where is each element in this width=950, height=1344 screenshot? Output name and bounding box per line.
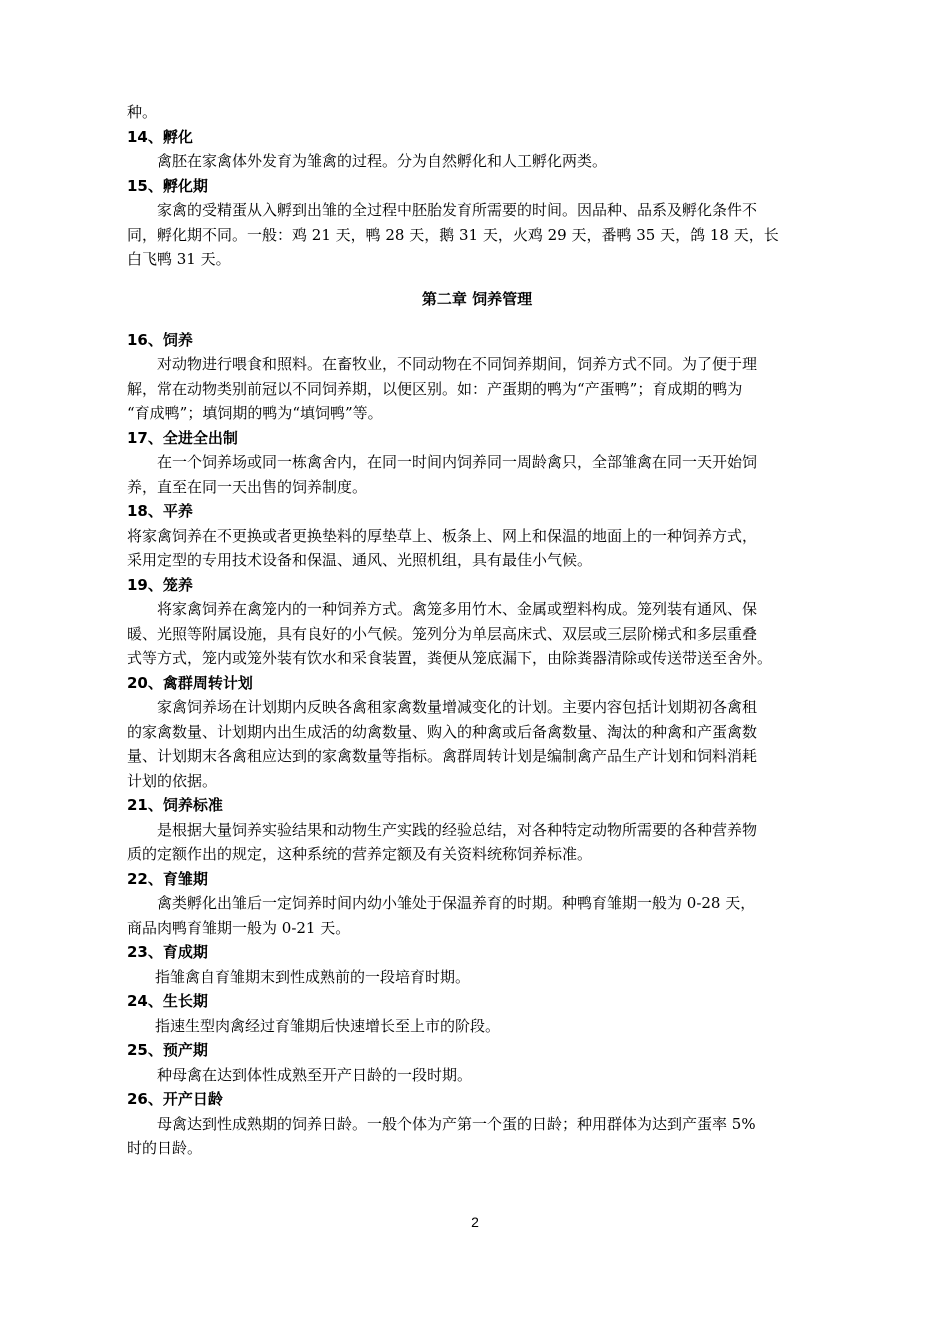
page-number: 2 — [471, 1214, 479, 1230]
term-heading: 20、禽群周转计划 — [127, 673, 253, 692]
definition-line: 母禽达到性成熟期的饲养日龄。一般个体为产第一个蛋的日龄；种用群体为达到产蛋率 5% — [157, 1114, 756, 1133]
term-heading: 21、饲养标准 — [127, 796, 223, 814]
definition-entry — [127, 1087, 827, 1161]
term-heading: 17、全进全出制 — [127, 428, 238, 447]
term-heading: 15、孵化期 — [127, 176, 208, 195]
definition-entry — [127, 793, 827, 867]
definition-line: 式等方式，笼内或笼外装有饮水和采食装置，粪便从笼底漏下，由除粪器清除或传送带送至舍外。 — [127, 649, 773, 667]
definition-line: “育成鸭”；填饲期的鸭为“填饲鸭”等。 — [127, 404, 383, 422]
definition-line: 质的定额作出的规定，这种系统的营养定额及有关资料统称饲养标准。 — [127, 845, 593, 863]
definition-line: 对动物进行喂食和照料。在畜牧业，不同动物在不同饲养期间，饲养方式不同。为了便于理 — [157, 355, 758, 373]
definition-list-chapter-one — [127, 125, 827, 272]
definition-line: 的家禽数量、计划期内出生成活的幼禽数量、购入的种禽或后备禽数量、淘汰的种禽和产蛋禽数 — [127, 722, 758, 741]
definition-line: 计划的依据。 — [127, 771, 218, 790]
definition-line: 家禽的受精蛋从入孵到出雏的全过程中胚胎发育所需要的时间。因品种、品系及孵化条件不 — [157, 201, 758, 219]
definition-line: 白飞鸭 31 天。 — [127, 250, 231, 268]
definition-line: 养，直至在同一天出售的饲养制度。 — [127, 477, 368, 496]
definition-entry — [127, 671, 827, 794]
definition-line: 商品肉鸭育雏期一般为 0-21 天。 — [127, 918, 351, 937]
definition-line: 量、计划期末各禽租应达到的家禽数量等指标。禽群周转计划是编制禽产品生产计划和饲料消耗 — [127, 747, 758, 765]
definition-line: 指速生型肉禽经过育雏期后快速增长至上市的阶段。 — [155, 1016, 501, 1035]
chapter-title: 第二章 饲养管理 — [421, 289, 533, 308]
definition-line: 家禽饲养场在计划期内反映各禽租家禽数量增减变化的计划。主要内容包括计划期初各禽租 — [157, 698, 758, 716]
definition-line: 在一个饲养场或同一栋禽舍内，在同一时间内饲养同一周龄禽只，全部雏禽在同一天开始饲 — [157, 453, 758, 471]
definition-entry — [127, 125, 827, 174]
definition-entry — [127, 426, 827, 500]
term-heading: 19、笼养 — [127, 575, 193, 594]
definition-line: 将家禽饲养在不更换或者更换垫料的厚垫草上、板条上、网上和保温的地面上的一种饲养方式， — [127, 526, 758, 545]
term-heading: 14、孵化 — [127, 127, 193, 146]
term-heading: 23、育成期 — [127, 943, 208, 961]
term-heading: 18、平养 — [127, 502, 193, 520]
term-heading: 25、预产期 — [127, 1041, 208, 1059]
page-content — [127, 100, 827, 1161]
definition-line: 种母禽在达到体性成熟至开产日龄的一段时期。 — [157, 1065, 473, 1084]
continuation-text: 种。 — [127, 103, 158, 121]
definition-entry — [127, 499, 827, 573]
definition-line: 将家禽饲养在禽笼内的一种饲养方式。禽笼多用竹木、金属或塑料构成。笼列装有通风、保 — [157, 600, 758, 618]
definition-entry — [127, 867, 827, 941]
term-heading: 16、饲养 — [127, 330, 193, 349]
term-heading: 24、生长期 — [127, 992, 208, 1010]
definition-line: 禽胚在家禽体外发育为雏禽的过程。分为自然孵化和人工孵化两类。 — [157, 152, 608, 170]
term-heading: 22、育雏期 — [127, 869, 208, 888]
definition-entry — [127, 989, 827, 1038]
definition-entry — [127, 573, 827, 671]
definition-entry — [127, 1038, 827, 1087]
definition-line: 禽类孵化出雏后一定饲养时间内幼小雏处于保温养育的时期。种鸭育雏期一般为 0-28 天， — [157, 894, 756, 912]
term-heading: 26、开产日龄 — [127, 1090, 223, 1108]
definition-line: 解，常在动物类别前冠以不同饲养期，以便区别。如：产蛋期的鸭为“产蛋鸭”；育成期的鸭为 — [127, 379, 743, 398]
definition-line: 同，孵化期不同。一般：鸡 21 天，鸭 28 天，鹅 31 天，火鸡 29 天，番鸭 35 天，鸽 18 天，长 — [127, 225, 779, 244]
definition-line: 采用定型的专用技术设备和保温、通风、光照机组，具有最佳小气候。 — [127, 551, 593, 569]
definition-line: 暖、光照等附属设施，具有良好的小气候。笼列分为单层高床式、双层或三层阶梯式和多层重叠 — [127, 624, 758, 643]
definition-line: 指雏禽自育雏期末到性成熟前的一段培育时期。 — [155, 967, 471, 986]
definition-entry — [127, 940, 827, 989]
definition-line: 是根据大量饲养实验结果和动物生产实践的经验总结，对各种特定动物所需要的各种营养物 — [157, 820, 758, 839]
definition-line: 时的日龄。 — [127, 1139, 203, 1157]
definition-entry — [127, 328, 827, 426]
definition-list-chapter-two — [127, 328, 827, 1161]
definition-entry — [127, 174, 827, 272]
